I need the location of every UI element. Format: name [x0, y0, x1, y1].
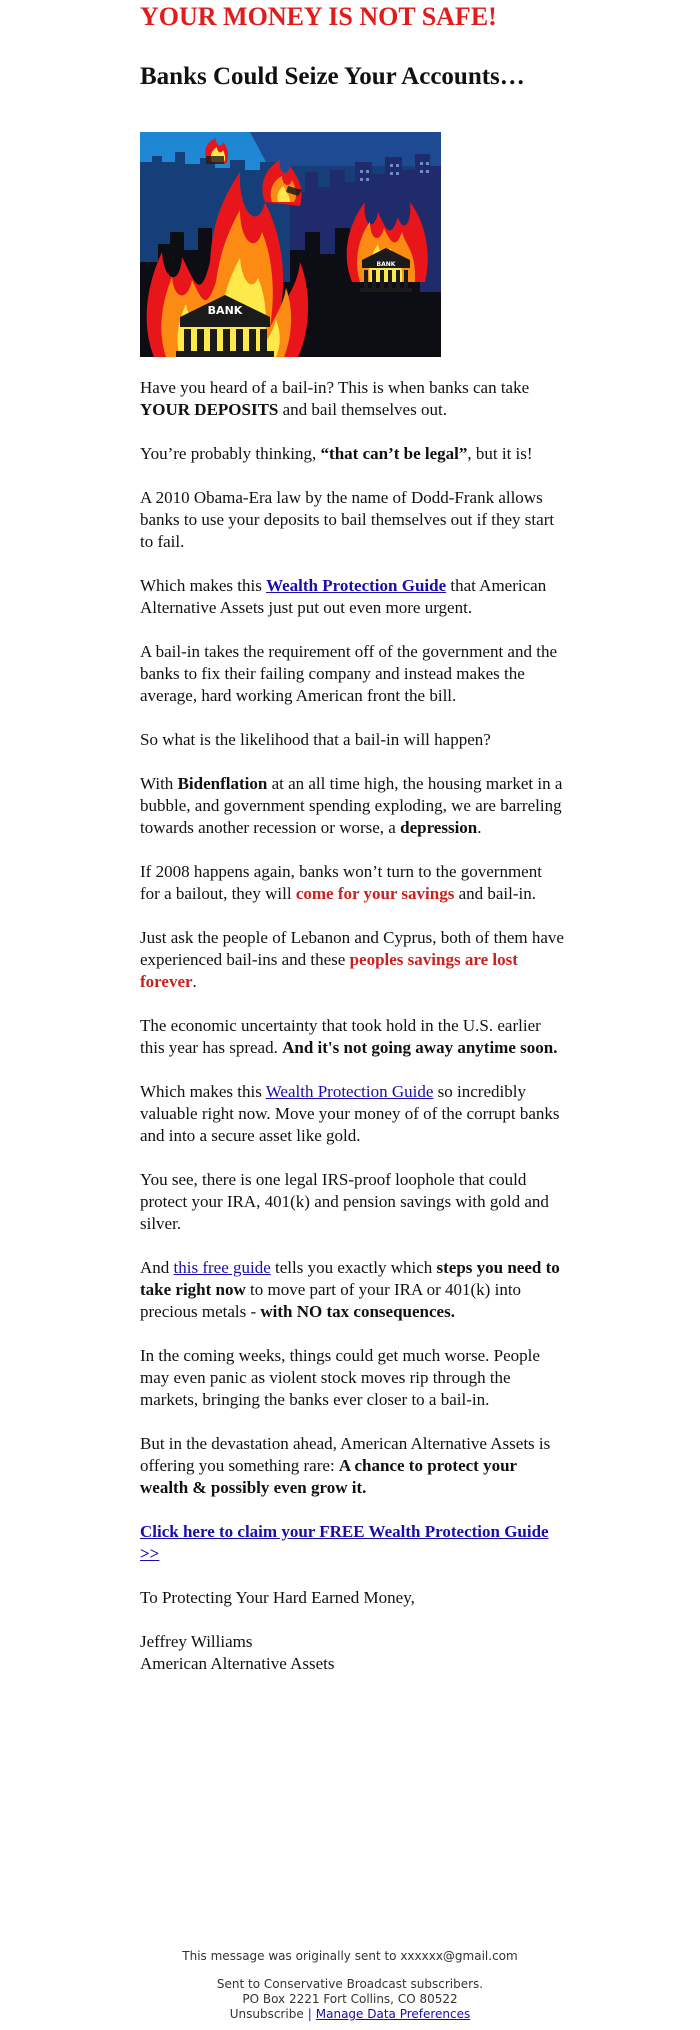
bank-sign-left: BANK: [207, 304, 243, 317]
paragraph-2008: If 2008 happens again, banks won’t turn to the government for a bailout, they will come for your savings and bail-in.: [140, 862, 542, 903]
bank-sign-right: BANK: [376, 261, 396, 268]
footer-separator: |: [307, 2007, 312, 2021]
paragraph-likelihood: So what is the likelihood that a bail-in will happen?: [140, 730, 491, 749]
paragraph-bail-in-intro: Have you heard of a bail-in? This is when banks can take YOUR DEPOSITS and bail themselves out.: [140, 378, 530, 419]
signoff: To Protecting Your Hard Earned Money,: [140, 1588, 415, 1607]
paragraph-uncertainty: The economic uncertainty that took hold in the U.S. earlier this year has spread. And it's not going away anytime soon.: [140, 1016, 558, 1057]
email-body: [140, 0, 565, 1675]
claim-guide-cta-link[interactable]: Click here to claim your FREE Wealth Protection Guide >>: [140, 1522, 549, 1563]
signer-company: American Alternative Assets: [140, 1654, 335, 1673]
burning-banks-illustration: [140, 132, 441, 357]
wealth-protection-guide-link-2[interactable]: Wealth Protection Guide: [265, 1082, 434, 1101]
cta-paragraph: [140, 1521, 565, 1565]
paragraph-lebanon-cyprus: Just ask the people of Lebanon and Cyprus, both of them have experienced bail-ins and these peoples savings are lost forever.: [140, 928, 564, 991]
manage-data-preferences-link[interactable]: Manage Data Preferences: [315, 2007, 471, 2021]
paragraph-coming-weeks: In the coming weeks, things could get much worse. People may even panic as violent stock moves rip through the markets, bringing the banks ever closer to a bail-in.: [140, 1346, 540, 1409]
paragraph-bail-in-burden: A bail-in takes the requirement off of the government and the banks to fix their failing company and instead makes the average, hard working American front the bill.: [140, 642, 557, 705]
paragraph-dodd-frank: A 2010 Obama-Era law by the name of Dodd-Frank allows banks to use your deposits to bail themselves out if they start to fail.: [140, 488, 555, 551]
paragraph-guide-valuable: Which makes this Wealth Protection Guide so incredibly valuable right now. Move your money of of the corrupt banks and into a secure asset like gold.: [140, 1082, 560, 1145]
paragraph-bidenflation: With Bidenflation at an all time high, the housing market in a bubble, and government spending exploding, we are barreling towards another recession or worse, a depression.: [140, 774, 563, 837]
wealth-protection-guide-link[interactable]: Wealth Protection Guide: [266, 576, 447, 595]
email-footer: [0, 1949, 700, 2022]
paragraph-guide-urgent: Which makes this Wealth Protection Guide that American Alternative Assets just put out even more urgent.: [140, 576, 547, 617]
footer-list: Sent to Conservative Broadcast subscribers.: [216, 1977, 484, 1991]
paragraph-free-guide: And this free guide tells you exactly which steps you need to take right now to move part of your IRA or 401(k) into precious metals - with NO tax consequences.: [140, 1258, 560, 1321]
signer-name: Jeffrey Williams: [140, 1632, 253, 1651]
paragraph-cant-be-legal: You’re probably thinking, “that can’t be legal”, but it is!: [140, 444, 533, 463]
subhead: Banks Could Seize Your Accounts…: [140, 63, 525, 90]
paragraph-devastation: But in the devastation ahead, American Alternative Assets is offering you something rare: A chance to protect your wealth & possibly even grow it.: [140, 1434, 551, 1497]
footer-sent-to: This message was originally sent to xxxxxx@gmail.com: [182, 1949, 518, 1963]
headline: YOUR MONEY IS NOT SAFE!: [140, 2, 497, 31]
free-guide-link[interactable]: this free guide: [173, 1258, 271, 1277]
footer-address: PO Box 2221 Fort Collins, CO 80522: [242, 1992, 458, 2006]
footer-links: [0, 2007, 700, 2022]
unsubscribe-link[interactable]: Unsubscribe: [229, 2007, 304, 2021]
paragraph-loophole: You see, there is one legal IRS-proof loophole that could protect your IRA, 401(k) and pension savings with gold and silver.: [140, 1170, 549, 1233]
